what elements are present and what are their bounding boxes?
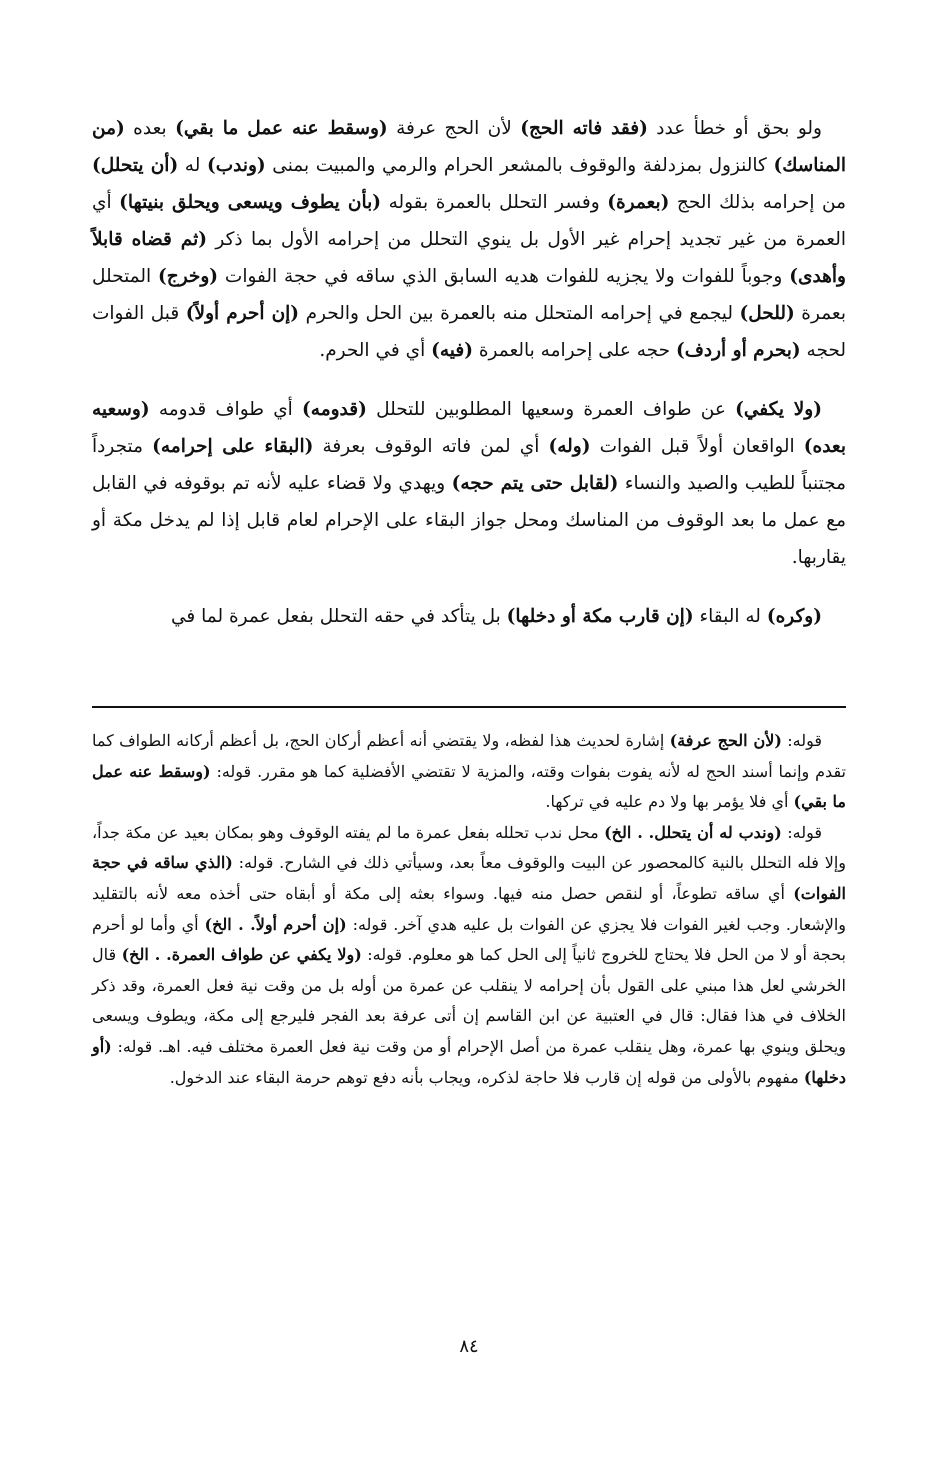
text-run: إشارة لحديث هذا لفظه، ولا يقتضي أنه أعظم أركان الحج، بل أعظم أركانه الطواف كما تقدم وإنما أسند الحج له لأنه يفوت بفوات وقته، والمزية لا تقتضي الأفضلية كما هو مقرر. قوله: [92, 731, 846, 781]
text-run: أي في الحرم. [319, 340, 432, 361]
text-run: وفسر التحلل بالعمرة بقوله [381, 192, 608, 213]
bold-quote: (ولا يكفي عن طواف العمرة. . الخ) [121, 945, 362, 965]
text-run: قبل الفوات لحجه [92, 303, 846, 361]
footnote-paragraph-2 [92, 818, 846, 1093]
bold-quote: (وندب له أن يتحلل. . الخ) [604, 822, 782, 842]
bold-quote: (إن قارب مكة أو دخلها) [506, 606, 694, 627]
bold-quote: (بعمرة) [607, 192, 670, 213]
text-run: أي طواف قدومه [149, 399, 303, 420]
bold-quote: (وكره) [766, 606, 822, 627]
bold-quote: (إن أحرم أولاً. . الخ) [204, 914, 347, 934]
bold-quote: (وله) [548, 436, 591, 457]
bold-quote: (لقابل حتى يتم حجه) [451, 473, 619, 494]
bold-quote: (أن يتحلل) [92, 155, 179, 176]
text-run: له البقاء [693, 606, 767, 627]
bold-quote: (ثم قضاه قابلاً وأهدى) [92, 229, 846, 287]
text-run: ليجمع في إحرامه المتحلل منه بالعمرة بين الحل والحرم [299, 303, 740, 324]
text-run: أي فلا يؤمر بها ولا دم عليه في تركها. [545, 792, 794, 812]
text-run: ولو بحق أو خطأ عدد [647, 118, 822, 139]
bold-quote: (وسقط عنه عمل ما بقي) [92, 761, 846, 812]
bold-quote: (وخرج) [158, 266, 219, 287]
text-run: مفهوم بالأولى من قوله إن قارب فلا حاجة لذكره، ويجاب بأنه دفع توهم حرمة البقاء عند الدخول. [169, 1067, 804, 1087]
footnote-paragraph-1 [92, 726, 846, 818]
text-run: محل ندب تحلله بفعل عمرة ما لم يفته الوقوف وهو بمكان بعيد عن مكة جداً، وإلا فله التحلل بالنية كالمحصور عن البيت والوقوف معاً بعد، وسيأتي ذلك في الشارح. قوله: [92, 822, 846, 873]
footnote-divider [92, 706, 846, 708]
page-number: ٨٤ [459, 1336, 479, 1357]
text-run: وجوباً للفوات ولا يجزيه للفوات هديه السابق الذي ساقه في حجة الفوات [218, 266, 790, 287]
main-text [92, 110, 846, 657]
text-run: متجرداً مجتنباً للطيب والصيد والنساء [92, 436, 847, 494]
bold-quote: (إن أحرم أولاً) [185, 303, 300, 324]
text-run: أي العمرة من غير تجديد إحرام غير الأول بل ينوي التحلل من إحرامه الأول بما ذكر [92, 192, 846, 250]
bold-quote: (من المناسك) [92, 118, 846, 176]
bold-quote: (البقاء على إحرامه) [152, 436, 314, 457]
main-paragraph-3 [92, 598, 846, 635]
main-paragraph-2 [92, 391, 846, 576]
bold-quote: (بأن يطوف ويسعى ويحلق بنيتها) [119, 192, 382, 213]
text-run: بعده [124, 118, 176, 139]
text-run: بل يتأكد في حقه التحلل بفعل عمرة لما في [170, 606, 507, 627]
bold-quote: (أو دخلها) [92, 1036, 846, 1087]
bold-quote: (ولا يكفي) [735, 399, 822, 420]
bold-quote: (فقد فاته الحج) [520, 118, 648, 139]
text-run: أي وأما لو أحرم بحجة أو لا من الحل فلا يحتاج للخروج ثانياً إلى الحل كما هو معلوم. قوله: [92, 914, 847, 965]
bold-quote: (وسعيه بعده) [92, 399, 846, 457]
text-run: أي ساقه تطوعاً، أو لنقص حصل منه فيها. وسواء بعثه إلى مكة أو أبقاه حتى أخذه معه لأنه بالتقليد والإشعار. وجب لغير الفوات فلا يجزي عن الفوات بل عليه هدي آخر. قوله: [92, 883, 847, 934]
text-run: قوله: [781, 731, 823, 750]
text-run: من إحرامه بذلك الحج [669, 192, 846, 213]
text-run: كالنزول بمزدلفة والوقوف بالمشعر الحرام والرمي والمبيت بمنى [265, 155, 774, 176]
text-run: ويهدي ولا قضاء عليه لأنه تم بوقوفه في القابل مع عمل ما بعد الوقوف من المناسك ومحل جواز البقاء على الإحرام لعام قابل إذا لم يدخل مكة أو يقاربها. [92, 473, 846, 568]
text-run: حجه على إحرامه بالعمرة [472, 340, 676, 361]
bold-quote: (للحل) [739, 303, 795, 324]
bold-quote: (وندب) [206, 155, 266, 176]
bold-quote: (الذي ساقه في حجة الفوات) [92, 853, 846, 903]
text-run: الواقعان أولاً قبل الفوات [590, 436, 804, 457]
text-run: عن طواف العمرة وسعيها المطلوبين للتحلل [366, 399, 736, 420]
bold-quote: (فيه) [431, 340, 473, 361]
main-paragraph-1 [92, 110, 846, 369]
text-run: قوله: [781, 822, 822, 842]
bold-quote: (وسقط عنه عمل ما بقي) [175, 118, 388, 139]
text-run: أي لمن فاته الوقوف بعرفة [313, 436, 549, 457]
bold-quote: (لأن الحج عرفة) [669, 731, 782, 750]
text-run: قال الخرشي لعل هذا مبني على القول بأن إحرامه لا ينقلب عن عمرة من أوله بل من وقت نية فعل العمرة، وقد ذكر الخلاف في هذا فقال: قال في العتبية عن ابن القاسم إن أتى عرفة بعد الفجر فليرجع إلى مكة، ويطوف ويسعى ويحلق وينوي بها عمرة، وهل ينقلب عمرة من أصل الإحرام أو من وقت نية فعل العمرة مختلف فيه. اهـ. قوله: [92, 945, 846, 1056]
text-run: له [178, 155, 207, 176]
bold-quote: (قدومه) [302, 399, 367, 420]
text-run: المتحلل بعمرة [92, 266, 846, 324]
footnotes [92, 726, 846, 1093]
text-run: لأن الحج عرفة [387, 118, 521, 139]
bold-quote: (بحرم أو أردف) [675, 340, 801, 361]
